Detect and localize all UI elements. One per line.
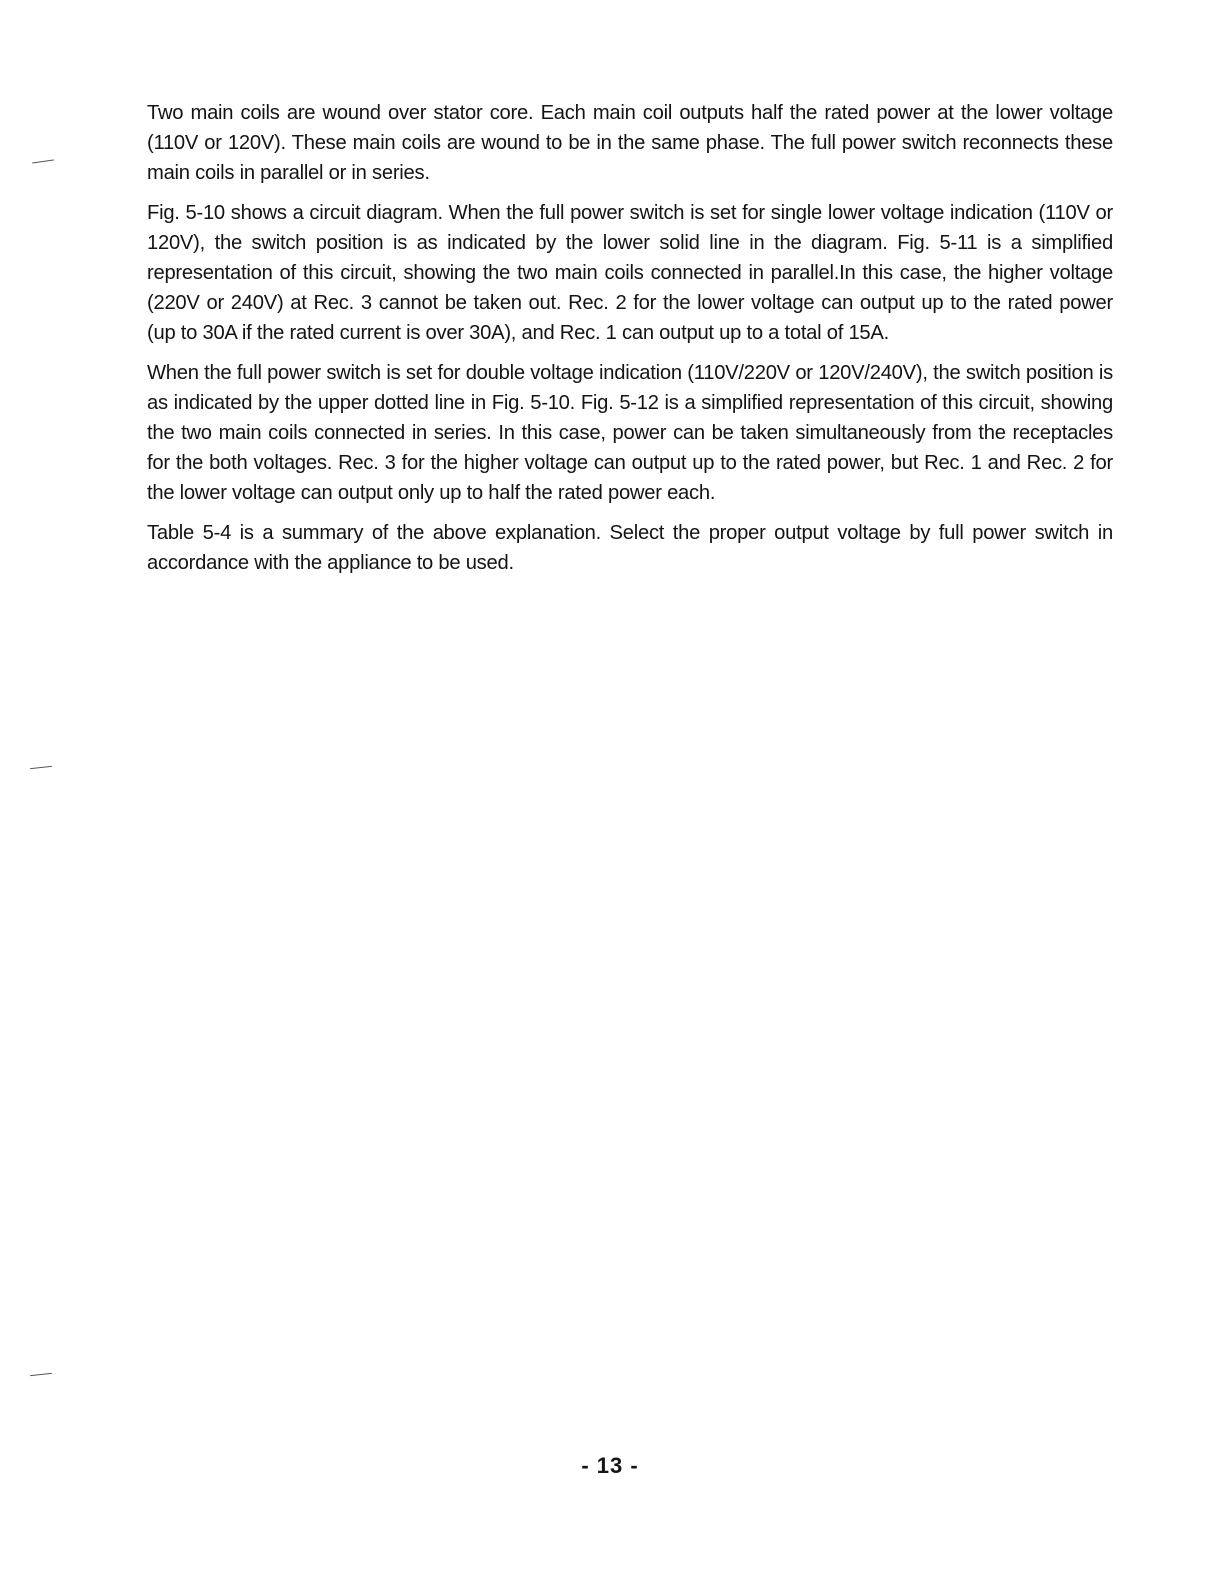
paragraph-single-voltage: Fig. 5-10 shows a circuit diagram. When the full power switch is set for single lower voltage indication (110V or 120V), the switch position is as indicated by the lower solid line in the diagram. Fig. 5-11 is a simplified representation of this circuit, showing the two main coils connected in parallel.In this case, the higher voltage (220V or 240V) at Rec. 3 cannot be taken out. Rec. 2 for the lower voltage can output up to the rated power (up to 30A if the rated current is over 30A), and Rec. 1 can output up to a total of 15A.: [147, 201, 1113, 345]
paragraph-summary: Table 5-4 is a summary of the above explanation. Select the proper output voltage by full power switch in accordance with the appliance to be used.: [147, 521, 1113, 574]
scan-artifact-mark: [30, 766, 52, 769]
scan-artifact-mark: [32, 159, 54, 163]
body-text: [147, 98, 1113, 587]
paragraph-double-voltage: When the full power switch is set for double voltage indication (110V/220V or 120V/240V), the switch position is as indicated by the upper dotted line in Fig. 5-10. Fig. 5-12 is a simplified representation of this circuit, showing the two main coils connected in series. In this case, power can be taken simultaneously from the receptacles for the both voltages. Rec. 3 for the higher voltage can output up to the rated power, but Rec. 1 and Rec. 2 for the lower voltage can output only up to half the rated power each.: [147, 361, 1113, 505]
page-number: - 13 -: [581, 1453, 639, 1478]
paragraph-coil-description: Two main coils are wound over stator core. Each main coil outputs half the rated power at the lower voltage (110V or 120V). These main coils are wound to be in the same phase. The full power switch reconnects these main coils in parallel or in series.: [147, 102, 1113, 185]
scan-artifact-mark: [30, 1373, 52, 1376]
